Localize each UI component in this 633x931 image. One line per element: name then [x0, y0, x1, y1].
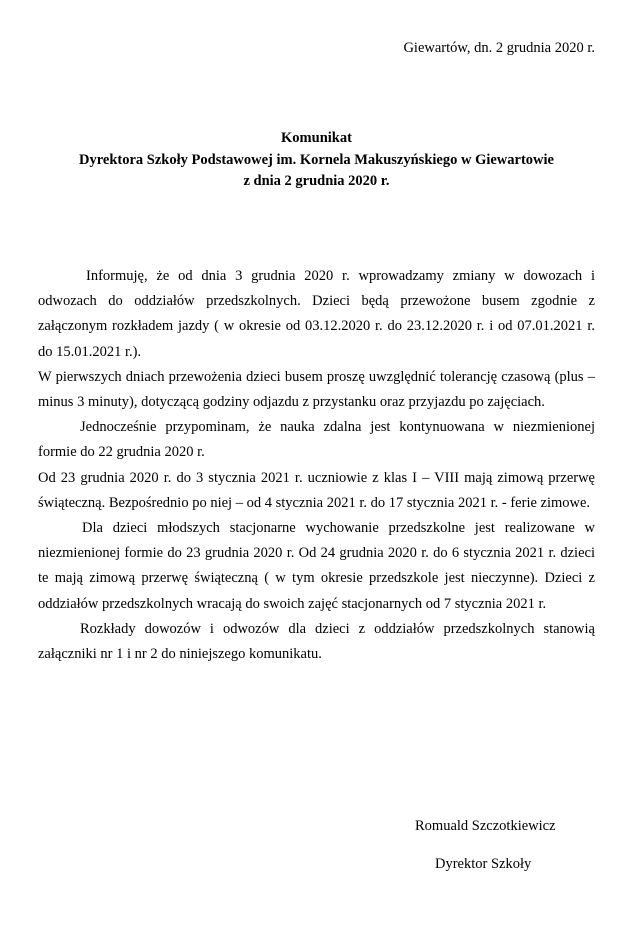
- paragraph-attachments: Rozkłady dowozów i odwozów dla dzieci z oddziałów przedszkolnych stanowią załączniki nr 1 i nr 2 do niniejszego komunikatu.: [38, 620, 595, 663]
- document-heading: [0, 128, 633, 193]
- signature-name: Romuald Szczotkiewicz: [415, 818, 556, 834]
- signature-role: Dyrektor Szkoły: [435, 856, 532, 872]
- heading-date: z dnia 2 grudnia 2020 r.: [243, 173, 390, 189]
- paragraph-transport-changes: Informuję, że od dnia 3 grudnia 2020 r. wprowadzamy zmiany w dowozach i odwozach do oddziałów przedszkolnych. Dzieci będą przewożone busem zgodnie z załączonym rozkładem jazdy ( w okresie od 03.12.2020 r. do 23.12.2020 r. i od 07.01.2021 r. do 15.01.2021 r.).: [38, 268, 595, 360]
- paragraph-time-tolerance: W pierwszych dniach przewożenia dzieci busem proszę uwzględnić tolerancję czasową (plus – minus 3 minuty), dotyczącą godziny odjazdu z przystanku oraz przyjazdu po zajęciach.: [38, 368, 595, 411]
- heading-author: Dyrektora Szkoły Podstawowej im. Kornela Makuszyńskiego w Giewartowie: [79, 151, 554, 168]
- paragraph-winter-break: Od 23 grudnia 2020 r. do 3 stycznia 2021 r. uczniowie z klas I – VIII mają zimową przerwę świąteczną. Bezpośrednio po niej – od 4 stycznia 2021 r. do 17 stycznia 2021 r. - ferie zimowe.: [38, 469, 595, 511]
- document-body: [38, 264, 595, 667]
- paragraph-remote-learning: Jednocześnie przypominam, że nauka zdalna jest kontynuowana w niezmienionej formie do 22 grudnia 2020 r.: [38, 419, 595, 461]
- paragraph-preschool: Dla dzieci młodszych stacjonarne wychowanie przedszkolne jest realizowane w niezmienionej formie do 23 grudnia 2020 r. Od 24 grudnia 2020 r. do 6 stycznia 2021 r. dzieci te mają zimową przerwę świąteczną ( w tym okresie przedszkole jest nieczynne). Dzieci z oddziałów przedszkolnych wracają do swoich zajęć stacjonarnych od 7 stycznia 2021 r.: [38, 520, 595, 612]
- heading-title: Komunikat: [281, 130, 352, 146]
- place-and-date: Giewartów, dn. 2 grudnia 2020 r.: [403, 40, 595, 56]
